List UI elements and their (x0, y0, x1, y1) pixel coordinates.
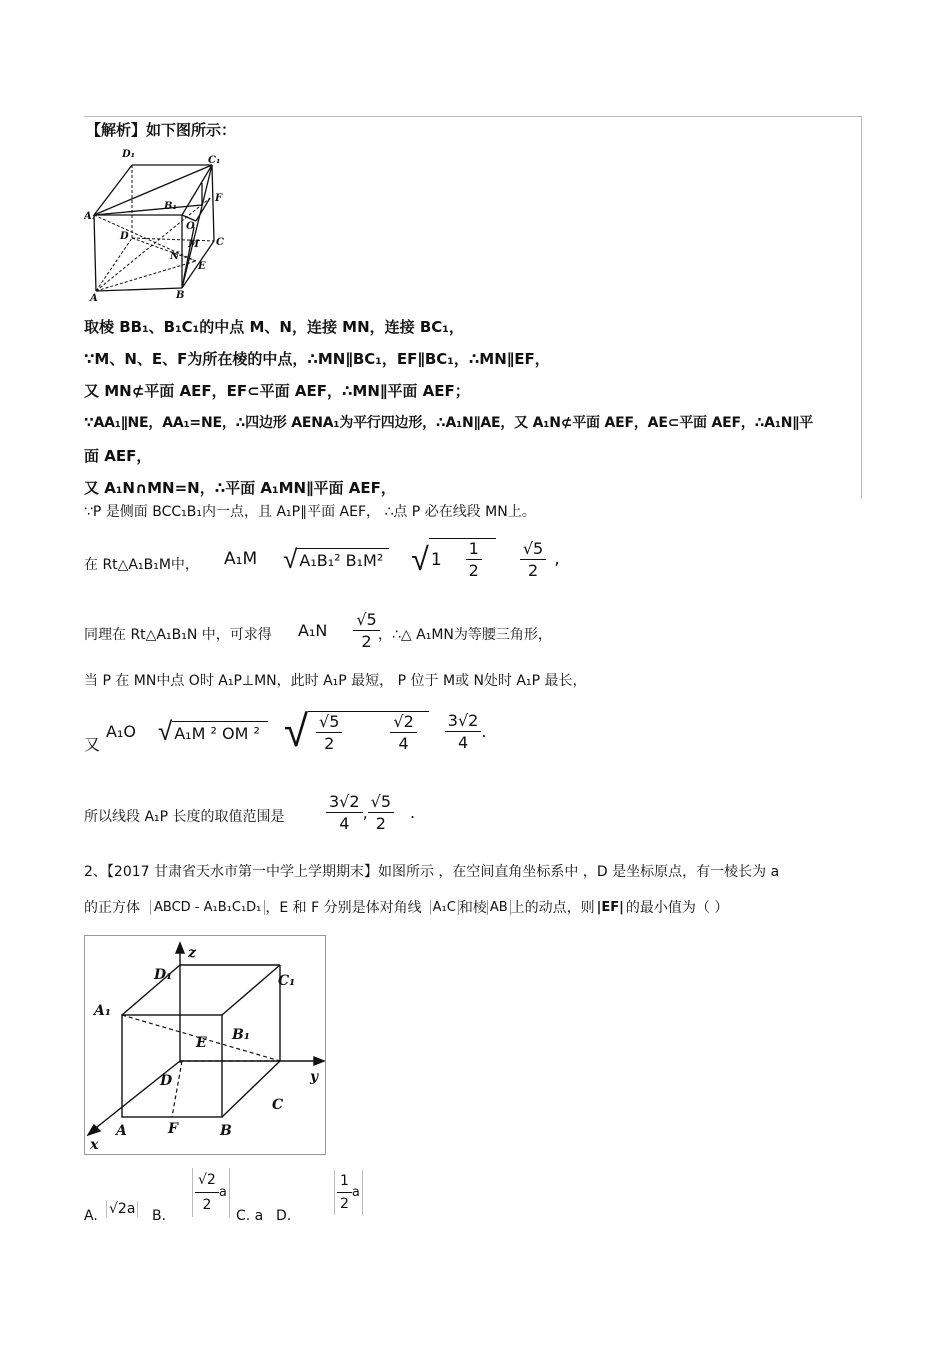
again-res-den: 4 (457, 733, 469, 752)
fig2-edge (222, 965, 280, 1015)
range-b-den: 2 (375, 814, 386, 833)
analysis-header: 【解析】如下图所示： (86, 121, 237, 139)
fig2-label-b1: B₁ (232, 1027, 250, 1043)
fig2-ef-segment (172, 1061, 182, 1117)
analysis-line: 又 MN⊄平面 AEF，EF⊂平面 AEF，∴MN∥平面 AEF； (84, 382, 470, 400)
option-a-value: √2a (106, 1201, 138, 1217)
fig2-label-c1: C₁ (278, 973, 296, 989)
fig1-edge (96, 288, 182, 291)
solution-range-prefix: 所以线段 A₁P 长度的取值范围是 (84, 809, 285, 825)
analysis-line: 面 AEF， (84, 447, 152, 465)
figure-2-cube (84, 935, 326, 1155)
fig2-front-face (122, 1015, 222, 1117)
fig1-label-d1: D₁ (122, 149, 136, 160)
fig1-hidden-edge (132, 238, 214, 241)
rt1-sqrt-a: √ A₁B₁² B₁M² (283, 544, 389, 575)
fig2-axis-x (92, 1061, 180, 1131)
option-a-label[interactable]: A. (84, 1208, 98, 1224)
again-rad: A₁M ² OM ² (172, 721, 268, 743)
solution-same-suffix: ，∴△ A₁MN为等腰三角形， (378, 627, 552, 643)
same-den: 2 (361, 632, 372, 651)
q2-line2 (84, 897, 728, 917)
same-num: √5 (353, 610, 379, 631)
option-c-label[interactable]: C. a (236, 1208, 264, 1224)
rt1-half-den: 2 (468, 561, 479, 580)
fig1-hidden-edge (96, 261, 196, 291)
rt1-one: 1 (430, 549, 442, 570)
solution-range-expr: $\frac{3√2}{4}$ , $\frac{√5}{2}$ . (326, 792, 415, 833)
solution-line-p: ∵P 是侧面 BCC₁B₁内一点，且 A₁P∥平面 AEF， ∴点 P 必在线段 MN上。 (84, 504, 536, 520)
rt1-rad: A₁B₁² B₁M² (297, 548, 389, 570)
q2-text-e: 的最小值为（ ） (625, 900, 729, 916)
fig2-label-a1: A₁ (94, 1003, 111, 1019)
fig1-label-c1: C₁ (208, 155, 221, 166)
fig1-label-d: D (120, 231, 129, 242)
rt1-half-num: 1 (466, 539, 482, 560)
fig1-hidden-edge (132, 238, 196, 261)
solution-rt1-expr: A₁M √ A₁B₁² B₁M² √ 1 $\frac{1}{2}$ $\frac{√5}{2}$ , (224, 538, 560, 580)
again-res-num: 3√2 (445, 711, 482, 732)
fig2-label-d: D (160, 1073, 173, 1089)
range-a-den: 4 (339, 814, 350, 833)
fig1-hidden-edge (94, 215, 196, 261)
same-lhs: A₁N (298, 621, 328, 640)
solution-same-prefix: 同理在 Rt△A₁B₁N 中，可求得 (84, 627, 272, 643)
fig2-arrow-y (314, 1057, 324, 1065)
fig2-label-e: E (196, 1035, 207, 1051)
option-b-label[interactable]: B. (152, 1208, 167, 1224)
fig2-label-a: A (116, 1123, 127, 1139)
fig1-edge (182, 165, 212, 215)
analysis-line: 又 A₁N∩MN=N，∴平面 A₁MN∥平面 AEF， (84, 479, 396, 497)
again-sqrt-a: √ A₁M ² OM ² (158, 716, 268, 747)
option-b-value (192, 1168, 230, 1217)
again-t2-den: 4 (398, 733, 409, 753)
fig2-label-d1: D₁ (154, 967, 173, 983)
rt1-sqrt-b: √ 1 $\frac{1}{2}$ (411, 538, 496, 580)
fig2-label-x: x (90, 1137, 99, 1153)
q2-line1: 2、【2017 甘肃省天水市第一中学上学期期末】如图所示 ，在空间直角坐标系中 ，D 是坐标原点，有一棱长为 a (84, 864, 780, 880)
option-b-num: √2 (195, 1168, 219, 1193)
rt1-res-den: 2 (527, 560, 539, 580)
fig2-label-z: z (188, 945, 196, 961)
again-t1-num: √5 (316, 712, 342, 733)
q2-diag-box: A₁C (430, 900, 459, 915)
again-lhs: A₁O (106, 722, 136, 741)
figure-1-cube (84, 143, 244, 303)
solution-again-prefix: 又 (84, 735, 101, 754)
fig1-label-a: A (90, 293, 98, 303)
solution-same-expr (298, 610, 380, 651)
q2-text-a: 的正方体 (84, 900, 140, 916)
again-sqrt-b: √ $\frac{√5}{2}$ $\frac{√2}{4}$ (284, 706, 429, 757)
q2-text-d: 上的动点，则 (510, 900, 595, 916)
again-t1-den: 2 (324, 733, 335, 753)
rt1-res-num: √5 (520, 539, 546, 560)
fig1-label-o: O (186, 221, 195, 232)
fig1-edge (212, 165, 214, 241)
rt1-lhs: A₁M (224, 549, 258, 569)
fig1-edge (94, 215, 96, 291)
option-d-suffix: a (351, 1185, 360, 1200)
fig1-label-b: B (176, 290, 185, 301)
option-d-value (334, 1170, 363, 1215)
fig2-label-f: F (168, 1121, 178, 1137)
again-t2-num: √2 (390, 712, 416, 733)
analysis-line: 取棱 BB₁、B₁C₁的中点 M、N，连接 MN，连接 BC₁， (84, 318, 464, 336)
fig1-label-b1: B₁ (164, 201, 177, 212)
q2-text-c: 和棱 (458, 900, 487, 916)
fig1-label-e: E (198, 261, 206, 272)
solution-rt1-prefix: 在 Rt△A₁B₁M中， (84, 557, 199, 573)
q2-text-b: ，E 和 F 分别是体对角线 (265, 900, 422, 916)
fig1-edge (94, 165, 212, 215)
solution-line-when: 当 P 在 MN中点 O时 A₁P⊥MN，此时 A₁P 最短， P 位于 M或 N处时 A₁P 最长， (84, 673, 587, 689)
option-d-den: 2 (340, 1196, 349, 1212)
fig2-label-b: B (220, 1123, 232, 1139)
fig1-label-f: F (215, 193, 223, 204)
range-a-num: 3√2 (326, 792, 363, 813)
fig2-label-y: y (310, 1069, 319, 1085)
option-d-label[interactable]: D. (276, 1208, 292, 1224)
fig2-arrow-z (176, 943, 184, 953)
fig1-label-n: N (170, 251, 180, 262)
q2-edge-box: AB (487, 900, 511, 915)
q2-cube-box: ABCD - A₁B₁C₁D₁ (150, 900, 265, 915)
fig2-label-c: C (272, 1097, 284, 1113)
fig1-label-c: C (216, 237, 224, 248)
fig1-label-m: M (188, 239, 200, 250)
fig1-label-a1: A₁ (84, 211, 97, 222)
fig1-edge (94, 205, 202, 215)
option-d-num: 1 (337, 1170, 352, 1193)
q2-abs-box: |EF| (596, 899, 624, 915)
solution-again-expr: A₁O √ A₁M ² OM ² √ $\frac{√5}{2}$ $\frac{√2}{4}$ $\frac{3√2}{4}$ . (106, 706, 487, 757)
option-b-den: 2 (202, 1197, 212, 1213)
analysis-line: ∵M、N、E、F为所在棱的中点，∴MN∥BC₁，EF∥BC₁，∴MN∥EF， (84, 350, 550, 368)
analysis-line: ∵AA₁∥NE，AA₁=NE，∴四边形 AENA₁为平行四边形，∴A₁N∥AE，又 A₁N⊄平面 AEF，AE⊂平面 AEF，∴A₁N∥平 (84, 415, 813, 431)
fig1-hidden-edge (96, 238, 132, 291)
range-b-num: √5 (368, 792, 394, 813)
option-b-suffix: a (218, 1185, 227, 1200)
